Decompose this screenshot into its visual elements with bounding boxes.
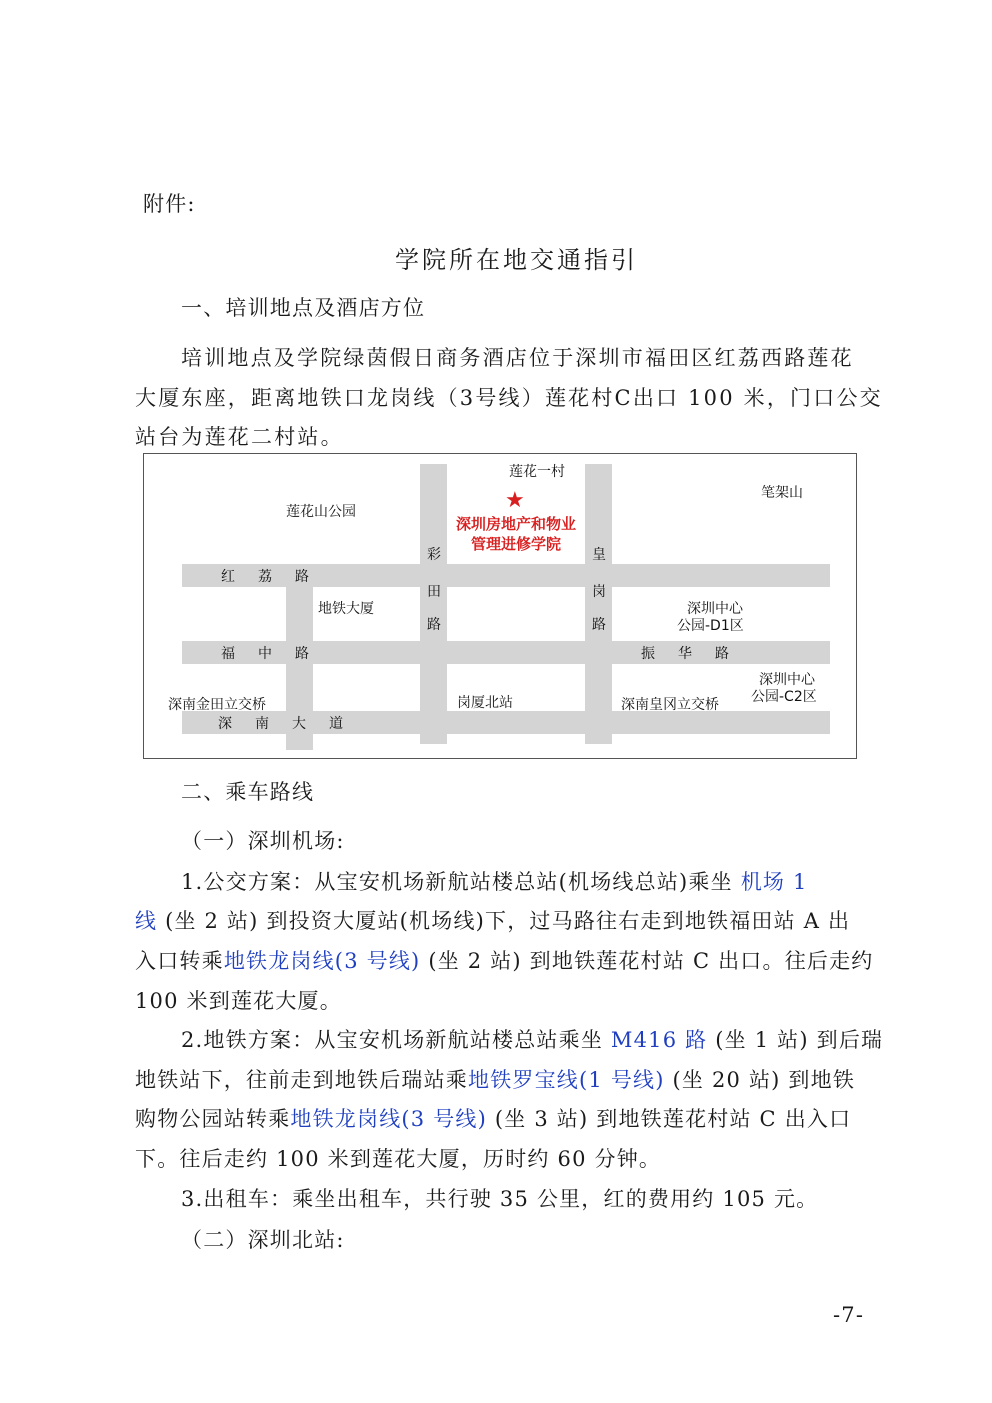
destination-line1: 深圳房地产和物业	[455, 515, 576, 533]
metro-plan-line3	[135, 1103, 851, 1133]
road-huanggang	[585, 464, 612, 744]
place-central-park-d1-line1: 深圳中心	[687, 601, 743, 617]
place-central-park-c2-line2: 公园-C2区	[751, 689, 817, 705]
bus-plan-line4: 100 米到莲花大厦。	[135, 989, 342, 1013]
metro-plan-text-b2: (坐 20 站) 到地铁	[664, 1068, 856, 1092]
road-label-caitian-1: 彩	[427, 547, 441, 563]
page-number: -7-	[833, 1303, 865, 1327]
bus-plan-line3	[135, 945, 874, 975]
bus-plan-text-b: (坐 2 站) 到投资大厦站(机场线)下，过马路往右走到地铁福田站 A 出	[157, 909, 851, 933]
destination-line2: 管理进修学院	[470, 535, 561, 553]
section1-para-line3: 站台为莲花二村站。	[135, 425, 344, 449]
metro-plan-line4: 下。往后走约 100 米到莲花大厦，历时约 60 分钟。	[135, 1147, 662, 1171]
bus-plan-link-longgang-line[interactable]: 地铁龙岗线(3 号线)	[223, 949, 421, 973]
place-central-park-d1-line2: 公园-D1区	[677, 618, 744, 634]
star-icon: ★	[505, 488, 525, 513]
road-label-caitian-3: 路	[427, 617, 441, 633]
road-label-fuzhong: 福中路	[221, 646, 332, 662]
place-gangxia-north: 岗厦北站	[457, 695, 513, 711]
metro-plan-text-c: 购物公园站转乘	[135, 1107, 291, 1131]
taxi-plan: 3.出租车：乘坐出租车，共行驶 35 公里，红的费用约 105 元。	[181, 1187, 819, 1211]
bus-plan-text-a: 1.公交方案：从宝安机场新航站楼总站(机场线总站)乘坐	[181, 870, 741, 894]
bus-plan-text-c2: (坐 2 站) 到地铁莲花村站 C 出口。往后走约	[420, 949, 874, 973]
bus-plan-text-c: 入口转乘	[135, 949, 224, 973]
road-label-huanggang-1: 皇	[592, 547, 606, 563]
section2-sub1: （一）深圳机场:	[181, 829, 345, 853]
place-jintian-bridge: 深南金田立交桥	[168, 697, 266, 713]
road-label-honglizhi: 红荔路	[221, 569, 332, 585]
location-map	[143, 453, 857, 759]
road-label-shennan: 深南大道	[218, 716, 366, 732]
bus-plan-line1	[181, 866, 808, 896]
metro-plan-text-a: 2.地铁方案：从宝安机场新航站楼总站乘坐	[181, 1028, 611, 1052]
bus-plan-link-airport-line-cont[interactable]: 线	[135, 909, 158, 933]
metro-plan-text-b: 地铁站下，往前走到地铁后瑞站乘	[135, 1068, 468, 1092]
place-lianhuashan-park: 莲花山公园	[286, 504, 356, 520]
place-bijiashan: 笔架山	[761, 485, 803, 501]
road-label-zhenhua: 振华路	[641, 646, 752, 662]
road-label-caitian-2: 田	[427, 584, 441, 600]
road-caitian	[420, 464, 447, 744]
road-label-huanggang-3: 路	[592, 617, 606, 633]
place-huanggang-bridge: 深南皇冈立交桥	[621, 697, 719, 713]
metro-plan-link-m416[interactable]: M416 路	[610, 1028, 708, 1052]
section1-para-line2: 大厦东座，距离地铁口龙岗线（3号线）莲花村C出口 100 米，门口公交	[135, 386, 883, 410]
section1-heading: 一、培训地点及酒店方位	[181, 296, 426, 320]
metro-plan-line2	[135, 1064, 855, 1094]
metro-plan-text-c2: (坐 3 站) 到地铁莲花村站 C 出入口	[487, 1107, 852, 1131]
place-ditie-dasha: 地铁大厦	[318, 601, 374, 617]
metro-plan-text-a2: (坐 1 站) 到后瑞	[707, 1028, 884, 1052]
section2-sub2: （二）深圳北站:	[181, 1228, 345, 1252]
metro-plan-link-luobao-line[interactable]: 地铁罗宝线(1 号线)	[468, 1068, 665, 1092]
bus-plan-link-airport-line[interactable]: 机场 1	[740, 870, 808, 894]
destination-label	[441, 514, 591, 554]
section1-para-line1: 培训地点及学院绿茵假日商务酒店位于深圳市福田区红荔西路莲花	[181, 346, 854, 370]
document-title: 学院所在地交通指引	[395, 246, 638, 274]
section2-heading: 二、乘车路线	[181, 780, 315, 804]
place-lianhua-yicun: 莲花一村	[509, 464, 565, 480]
attachment-label: 附件:	[143, 192, 196, 216]
bus-plan-line2	[135, 905, 850, 935]
road-label-huanggang-2: 岗	[592, 584, 606, 600]
metro-plan-line1	[181, 1024, 883, 1054]
place-central-park-c2-line1: 深圳中心	[759, 672, 815, 688]
metro-plan-link-longgang-line[interactable]: 地铁龙岗线(3 号线)	[290, 1107, 488, 1131]
